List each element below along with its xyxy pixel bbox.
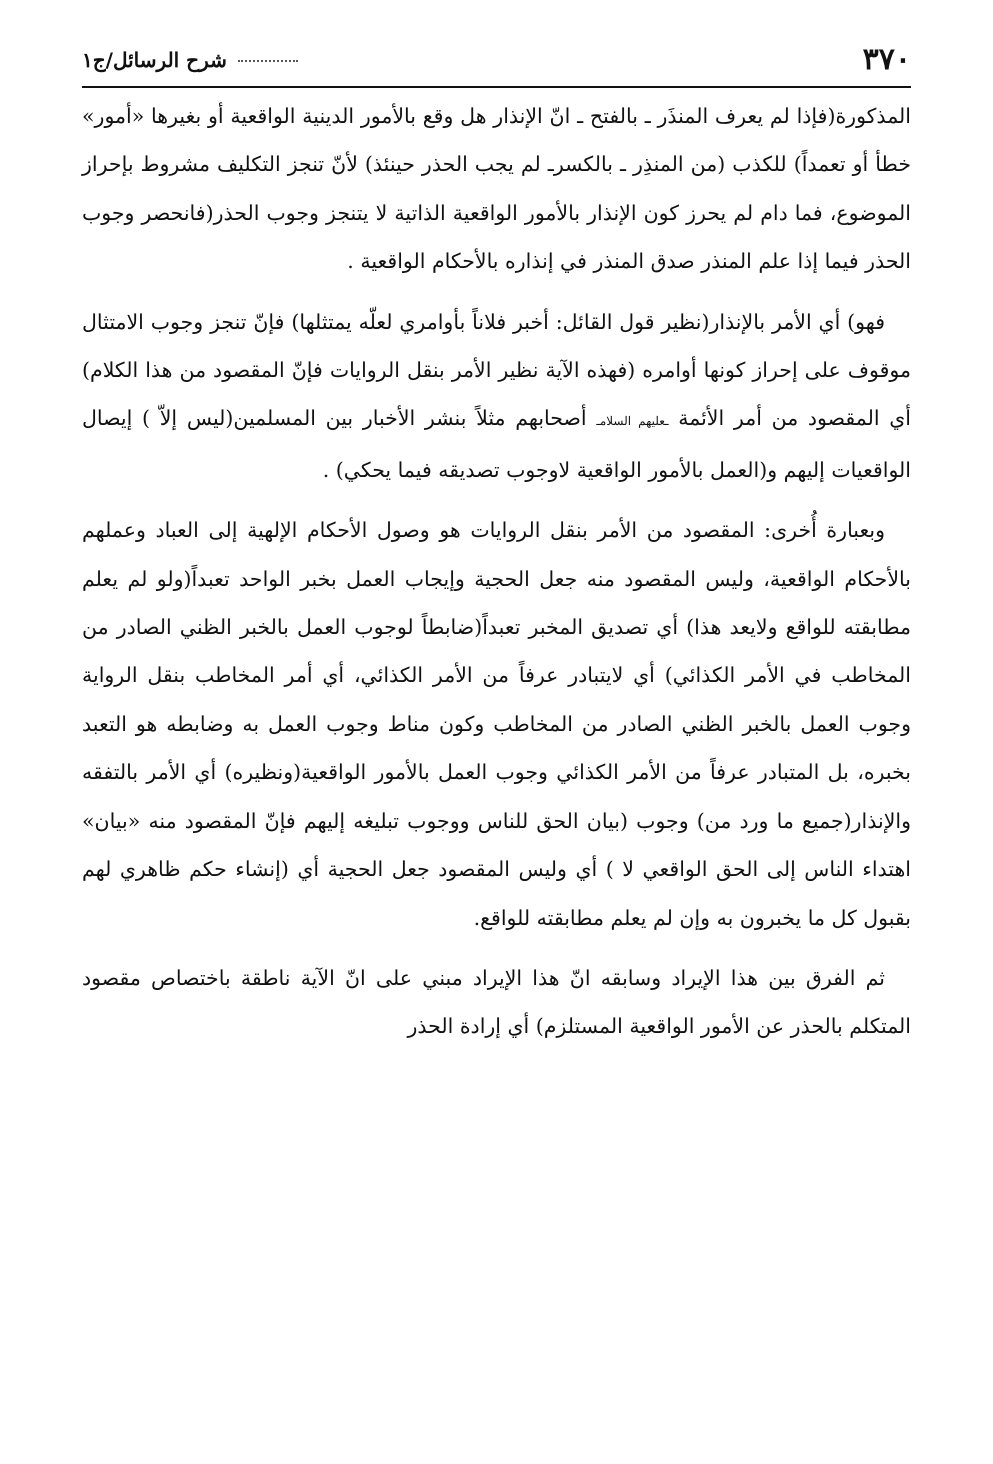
header-dotted-leader <box>238 60 298 62</box>
honorific-note: ـعليهم السلامـ <box>596 414 669 429</box>
page-number: ٣٧٠ <box>862 42 911 77</box>
paragraph-2-text-a: فهو) أي الأمر بالإنذار(نظير قول القائل: أخبر فلاناً بأوامري لعلّه يمتثلها) فإنّ تنجز وجوب الامتثال موقوف على إحراز كونها أوامره (فهذه الآية نظير الأمر بنقل الروايات فإنّ المقصود من هذا الكلام) أي المقصود من أمر الأئمة <box>82 309 911 431</box>
page-header <box>82 40 911 88</box>
paragraph-1: المذكورة(فإذا لم يعرف المنذَر ـ بالفتح ـ انّ الإنذار هل وقع بالأمور الدينية الواقعية أو بغيرها «أمور» خطأ أو تعمداً) للكذب (من المنذِر ـ بالكسرـ لم يجب الحذر حينئذ) لأنّ تنجز التكليف مشروط بإحراز الموضوع، فما دام لم يحرز كون الإنذار بالأمور الواقعية الذاتية لا يتنجز وجوب الحذر(فانحصر وجوب الحذر فيما إذا علم المنذر صدق المنذر في إنذاره بالأحكام الواقعية . <box>82 104 911 274</box>
paragraph-2-text-b: أصحابهم مثلاً بنشر الأخبار بين المسلمين(ليس إلاّ ) إيصال الواقعيات إليهم و(العمل بالأمور الواقعية لاوجوب تصديقه فيما يحكي) . <box>82 406 911 482</box>
paragraph-4: ثم الفرق بين هذا الإيراد وسابقه انّ هذا الإيراد مبني على انّ الآية ناطقة باختصاص مقصود المتكلم بالحذر عن الأمور الواقعية المستلزم) أي إرادة الحذر <box>82 965 911 1039</box>
running-title: شرح الرسائل/ج١ <box>82 48 227 72</box>
paragraph-3: وبعبارة أُخرى: المقصود من الأمر بنقل الروايات هو وصول الأحكام الإلهية إلى العباد وعملهم بالأحكام الواقعية، وليس المقصود منه جعل الحجية وإيجاب العمل بخبر الواحد تعبداً(ولو لم يعلم مطابقته للواقع ولايعد هذا) أي تصديق المخبر تعبداً(ضابطاً لوجوب العمل بالخبر الظني الصادر من المخاطب في الأمر الكذائي) أي لايتبادر عرفاً من الأمر الكذائي، أي أمر المخاطب بنقل الرواية وجوب العمل بالخبر الظني الصادر من المخاطب وكون مناط وجوب العمل به وضابطه هو التعبد بخبره، بل المتبادر عرفاً من الأمر الكذائي وجوب العمل بالأمور الواقعية(ونظيره) أي الأمر بالتفقه والإنذار(جميع ما ورد من) وجوب (بيان الحق للناس ووجوب تبليغه إليهم فإنّ المقصود منه «بيان» اهتداء الناس إلى الحق الواقعي لا ) أي وليس المقصود جعل الحجية أي (إنشاء حكم ظاهري لهم بقبول كل ما يخبرون به وإن لم يعلم مطابقته للواقع. <box>82 518 911 930</box>
page-body <box>82 92 911 1063</box>
paragraph-2 <box>82 298 911 495</box>
